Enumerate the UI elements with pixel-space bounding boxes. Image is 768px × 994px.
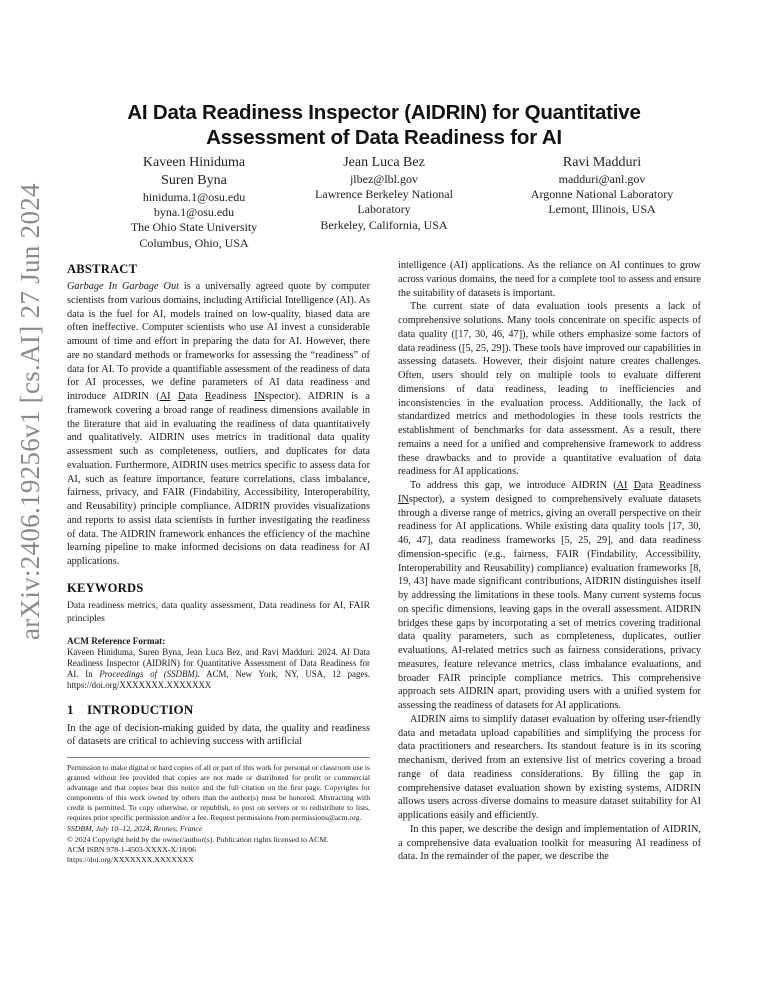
keywords-heading: KEYWORDS [67,580,144,595]
right-column [398,259,701,864]
author-affiliation: The Ohio State University [130,220,258,235]
author-name: Kaveen Hiniduma [142,155,246,170]
intro-paragraph-1-right: intelligence (AI) applications. As the reliance on AI continues to grow across various domains, the need for a complete tool to assess and ensure the suitability of datasets is important. [398,260,701,299]
author-affiliation: Laboratory [357,202,411,217]
author-name: Jean Luca Bez [343,155,425,170]
acm-reference-text: Kaveen Hiniduma, Suren Byna, Jean Luca Bez, and Ravi Madduri. 2024. AI Data Readiness Inspector (AIDRIN) for Quantitative Assessment of Data Readiness for AI. In Proceedings of (SSDBM). ACM, New York, NY, USA, 12 pages. https://doi.org/XXXXXXX.XXXXXXX [67,646,370,691]
author-location: Berkeley, California, USA [320,217,448,232]
abstract-lead-quote: Garbage In Garbage Out [67,281,179,292]
copyright-notice: © 2024 Copyright held by the owner/author(s). Publication rights licensed to ACM. [67,834,329,844]
author-location: Lemont, Illinois, USA [548,202,656,217]
author-name: Ravi Madduri [562,155,642,170]
keywords-text: Data readiness metrics, data quality assessment, Data readiness for AI, FAIR principles [67,599,370,624]
author-group-anl [492,154,712,218]
section-number: 1 [67,701,74,717]
intro-paragraph-1-left: In the age of decision-making guided by data, the quality and readiness of datasets are critical to achieving success with artificial [67,722,370,748]
intro-paragraph-3: To address this gap, we introduce AIDRIN (AI Data Readiness INspector), a system designed to comprehensively evaluate datasets through a diverse range of metrics, giving an overall perspective on their readiness for AI applications. While existing data quality tools [17, 30, 46, 47], data readiness frameworks [5, 25, 29], and data readiness dimension-specific (e.g., fairness, FAIR (Findability, Accessibility, Interoperability and Reusability) compliance) evaluation frameworks [8, 19, 43] have made significant contributions, AIDRIN distinguishes itself by addressing the limitations in these tools. Many current systems focus on specific dimensions, leaving gaps in the overall assessment. AIDRIN bridges these gaps by incorporating a set of metrics covering traditional data quality parameters, such as completeness, duplicates, outlier evaluations, AI-related metrics such as fairness considerations, privacy measures, feature relevance metrics, class imbalance evaluations, and broader FAIR principle compliance metrics. This comprehensive approach sets AIDRIN apart, providing users with a unified system for assessing the readiness of datasets for AI applications. [398,480,701,711]
author-email[interactable]: madduri@anl.gov [558,172,646,186]
footnote-divider [67,757,370,758]
intro-paragraph-2: The current state of data evaluation tools presents a lack of comprehensive solutions. Many tools concentrate on specific aspects of data quality ([17, 30, 46, 47]), while others emphasize some factors of data readiness ([5, 25, 29]). These tools have improved our capabilities in assessing datasets. However, their disjoint nature creates challenges. Often, users should rely on multiple tools to evaluate different dimensions of data readiness, leading to inefficiencies and inconsistencies in the evaluation process. Additionally, the lack of standardized metrics and methodologies in these tools restricts the establishment of benchmarks for data assessment. As a result, there remains a need for a unified and comprehensive framework to address these drawbacks and to provide a quantitative evaluation of data readiness for AI applications. [398,301,701,478]
author-email[interactable]: jlbez@lbl.gov [349,172,419,186]
arxiv-stamp: arXiv:2406.19256v1 [cs.AI] 27 Jun 2024 [15,183,45,640]
abstract-heading: ABSTRACT [67,262,138,276]
left-column [67,262,370,865]
author-location: Columbus, Ohio, USA [139,235,249,250]
author-email[interactable]: hiniduma.1@osu.edu [142,190,246,204]
intro-paragraph-5: In this paper, we describe the design and implementation of AIDRIN, a comprehensive data evaluation toolkit for measuring AI readiness of data. In the remainder of the paper, we describe the [398,823,701,863]
author-affiliation: Lawrence Berkeley National [315,187,453,202]
author-group-lbl [276,154,492,233]
intro-paragraph-4: AIDRIN aims to simplify dataset evaluation by offering user-friendly data and metadata upload capabilities and simplifying the process for data practitioners and researchers. Its standout feature is in its scoring mechanism, derived from an extensive list of metrics covering a broad range of data readiness considerations. By filling the gap in comprehensive dataset evaluation shown by existing systems, AIDRIN allows users across diverse domains to measure dataset suitability for AI applications easily and efficiently. [398,713,701,821]
introduction-heading: 1 INTRODUCTION [67,701,194,717]
title-line-1: AI Data Readiness Inspector (AIDRIN) for Quantitative [127,101,641,124]
author-group-osu [84,154,304,251]
author-name: Suren Byna [161,173,227,188]
author-affiliation: Argonne National Laboratory [530,187,674,202]
isbn: ACM ISBN 978-1-4503-XXXX-X/18/06 [67,844,197,854]
conference-info: SSDBM, July 10–12, 2024, Rennes, France [67,824,203,834]
title-line-2: Assessment of Data Readiness for AI [206,126,562,149]
doi-link[interactable]: https://doi.org/XXXXXXX.XXXXXXX [67,854,194,864]
acm-reference-heading: ACM Reference Format: [67,635,166,646]
permission-notice: Permission to make digital or hard copies of all or part of this work for personal or classroom use is granted without fee provided that copies are not made or distributed for profit or commercial advantage and that copies bear this notice and the full citation on the first page. Copyrights for components of this work owned by others than the author(s) must be honored. Abstracting with credit is permitted. To copy otherwise, or republish, to post on servers or to redistribute to lists, requires prior specific permission and/or a fee. Request permissions from permissions@acm.org. [67,763,370,823]
paper-title [0,100,768,150]
author-email[interactable]: byna.1@osu.edu [153,205,235,220]
abstract-text: Garbage In Garbage Out is a universally agreed quote by computer scientists from various domains, including Artificial Intelligence (AI). As data is the fuel for AI, models trained on low-quality, biased data are often ineffective. Computer scientists who use AI invest a considerable amount of time and effort in preparing the data for AI. However, there are no standard methods or frameworks for assessing the “readiness” of data for AI. To provide a quantifiable assessment of the readiness of data for AI processes, we define parameters of AI data readiness and introduce AIDRIN (AI Data Readiness INspector). AIDRIN is a framework covering a broad range of readiness dimensions available in the literature that aid in evaluating the readiness of data quantitatively and qualitatively. AIDRIN uses metrics in traditional data quality assessment such as completeness, outliers, and duplicates for data evaluation. Furthermore, AIDRIN uses metrics specific to assess data for AI, such as feature importance, feature correlations, class imbalance, fairness, privacy, and FAIR (Findability, Accessibility, Interoperability, and Reusability) principle compliance. AIDRIN provides visualizations and reports to assist data scientists in further investigating the readiness of data. The AIDRIN framework enhances the efficiency of the machine learning pipeline to make informed decisions on data readiness for AI applications. [67,281,370,567]
